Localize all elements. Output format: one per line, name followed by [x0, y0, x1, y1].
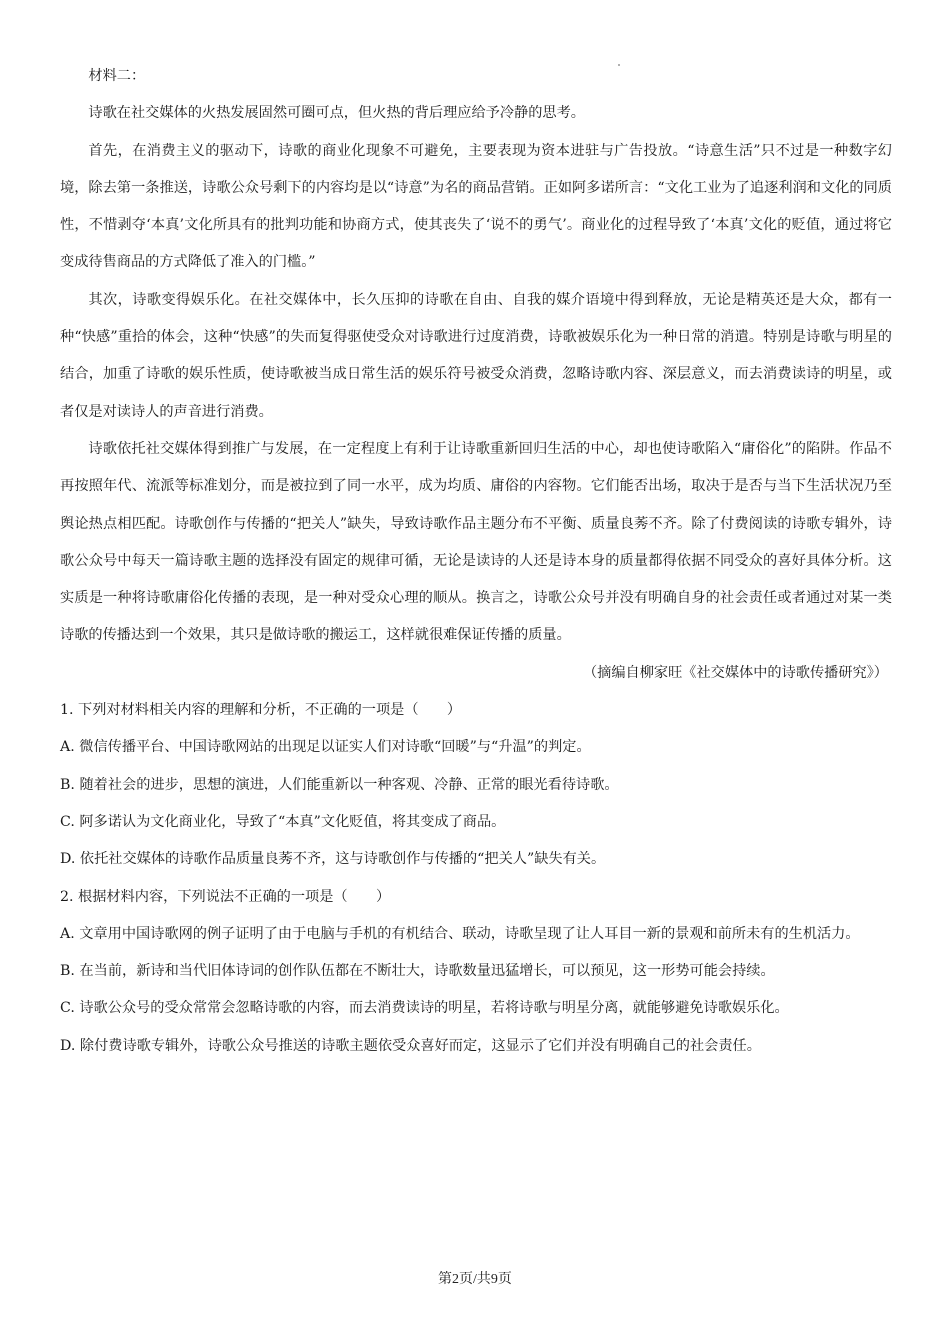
- question-1: [60, 692, 892, 878]
- question-2-option-d: D. 除付费诗歌专辑外，诗歌公众号推送的诗歌主题依受众喜好而定，这显示了它们并没有明确自己的社会责任。: [60, 1037, 761, 1054]
- question-1-stem: 1. 下列对材料相关内容的理解和分析，不正确的一项是（ ）: [60, 702, 462, 719]
- document-body: [60, 58, 892, 1065]
- material-paragraph-2: 首先，在消费主义的驱动下，诗歌的商业化现象不可避免，主要表现为资本进驻与广告投放。“诗意生活”只不过是一种数字幻境，除去第一条推送，诗歌公众号剩下的内容均是以“诗意”为名的商品营销。正如阿多诺所言：“文化工业为了追逐利润和文化的同质性，不惜剥夺‘本真’文化所具有的批判功能和协商方式，使其丧失了‘说不的勇气’。商业化的过程导致了‘本真’文化的贬值，通过将它变成待售商品的方式降低了准入的门槛。”: [60, 142, 892, 271]
- material-paragraph-4: 诗歌依托社交媒体得到推广与发展，在一定程度上有利于让诗歌重新回归生活的中心，却也使诗歌陷入“庸俗化”的陷阱。作品不再按照年代、流派等标准划分，而是被拉到了同一水平，成为均质、庸俗的内容物。它们能否出场，取决于是否与当下生活状况乃至舆论热点相匹配。诗歌创作与传播的“把关人”缺失，导致诗歌作品主题分布不平衡、质量良莠不齐。除了付费阅读的诗歌专辑外，诗歌公众号中每天一篇诗歌主题的选择没有固定的规律可循，无论是读诗的人还是诗本身的质量都得依据不同受众的喜好具体分析。这实质是一种将诗歌庸俗化传播的表现，是一种对受众心理的顺从。换言之，诗歌公众号并没有明确自身的社会责任或者通过对某一类诗歌的传播达到一个效果，其只是做诗歌的搬运工，这样就很难保证传播的质量。: [60, 440, 892, 644]
- question-1-option-b: B. 随着社会的进步，思想的演进，人们能重新以一种客观、冷静、正常的眼光看待诗歌。: [60, 776, 619, 793]
- question-1-option-d: D. 依托社交媒体的诗歌作品质量良莠不齐，这与诗歌创作与传播的“把关人”缺失有关。: [60, 851, 606, 868]
- question-2-option-a: A. 文章用中国诗歌网的例子证明了由于电脑与手机的有机结合、联动，诗歌呈现了让人耳目一新的景观和前所未有的生机活力。: [60, 925, 860, 942]
- question-1-option-a: A. 微信传播平台、中国诗歌网站的出现足以证实人们对诗歌“回暖”与“升温”的判定。: [60, 739, 591, 756]
- question-2-option-b: B. 在当前，新诗和当代旧体诗词的创作队伍都在不断壮大，诗歌数量迅猛增长，可以预见，这一形势可能会持续。: [60, 963, 775, 980]
- question-2: [60, 879, 892, 1065]
- question-2-stem: 2. 根据材料内容，下列说法不正确的一项是（ ）: [60, 888, 391, 905]
- question-1-option-c: C. 阿多诺认为文化商业化，导致了“本真”文化贬值，将其变成了商品。: [60, 813, 506, 830]
- material-source: （摘编自柳家旺《社交媒体中的诗歌传播研究》）: [582, 664, 888, 681]
- material-label: 材料二：: [88, 68, 146, 84]
- material-paragraph-3: 其次，诗歌变得娱乐化。在社交媒体中，长久压抑的诗歌在自由、自我的媒介语境中得到释放，无论是精英还是大众，都有一种“快感”重拾的体会，这种“快感”的失而复得驱使受众对诗歌进行过度消费，诗歌被娱乐化为一种日常的消遣。特别是诗歌与明星的结合，加重了诗歌的娱乐性质，使诗歌被当成日常生活的娱乐符号被受众消费，忽略诗歌内容、深层意义，而去消费读诗的明星，或者仅是对读诗人的声音进行消费。: [60, 291, 892, 420]
- question-2-option-c: C. 诗歌公众号的受众常常会忽略诗歌的内容，而去消费读诗的明星，若将诗歌与明星分离，就能够避免诗歌娱乐化。: [60, 1000, 789, 1017]
- page-number: 第2页/共9页: [438, 1272, 512, 1287]
- material-paragraph-1: 诗歌在社交媒体的火热发展固然可圈可点，但火热的背后理应给予冷静的思考。: [88, 105, 585, 122]
